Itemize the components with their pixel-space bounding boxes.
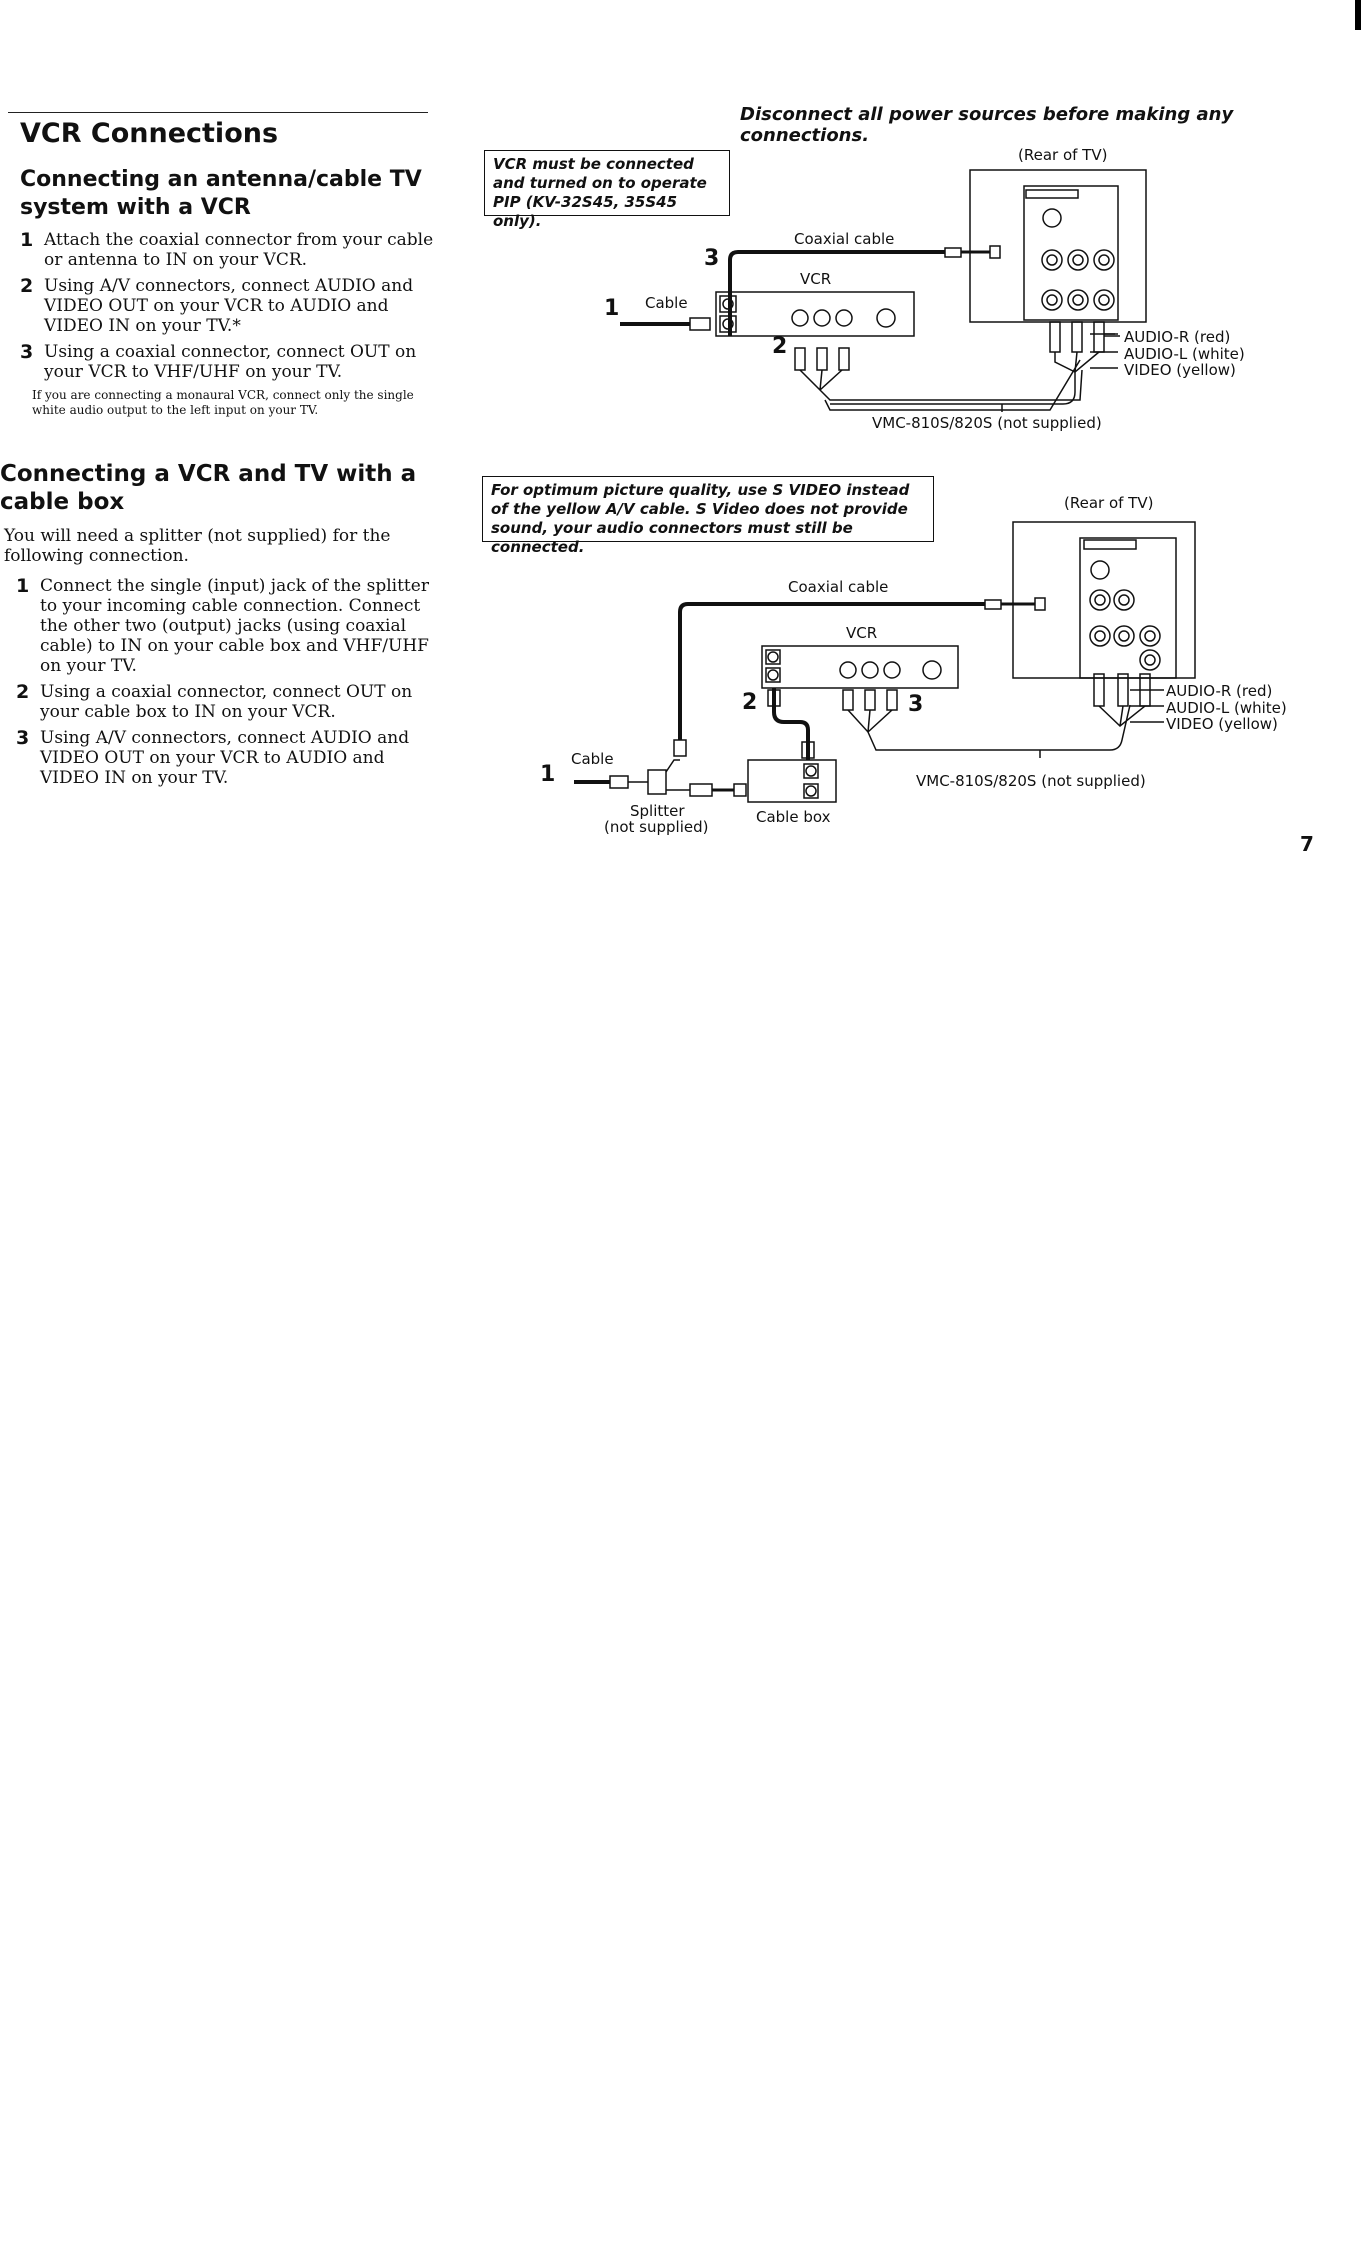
monaural-note: If you are connecting a monaural VCR, connect only the single white audio output to the left input on your TV. bbox=[32, 388, 414, 417]
rear-of-tv-label: (Rear of TV) bbox=[1064, 494, 1154, 512]
step-number: 3 bbox=[704, 246, 720, 271]
cablebox-step: 3 Using A/V connectors, connect AUDIO and VIDEO OUT on your VCR to AUDIO and VIDEO IN on your TV. bbox=[16, 727, 410, 788]
cable-label: Cable bbox=[571, 750, 614, 768]
splitter-label: Splitter bbox=[630, 802, 685, 820]
step-number: 3 bbox=[908, 692, 924, 717]
cablebox-section-title: Connecting a VCR and TV with a cable box bbox=[0, 461, 417, 515]
s-video-jack bbox=[1043, 209, 1061, 227]
step-number: 2 bbox=[772, 334, 788, 359]
section-title: VCR Connections bbox=[20, 118, 279, 149]
video-label: VIDEO (yellow) bbox=[1166, 715, 1278, 733]
vcr-label: VCR bbox=[800, 270, 832, 288]
step-number: 1 bbox=[540, 762, 556, 787]
av-cable-label: VMC-810S/820S (not supplied) bbox=[916, 772, 1146, 790]
pip-callout: VCR must be connected and turned on to operate PIP (KV-32S45, 35S45 only). bbox=[484, 150, 730, 216]
page-number: 7 bbox=[1300, 832, 1314, 856]
video-label: VIDEO (yellow) bbox=[1124, 361, 1236, 379]
cablebox-intro: You will need a splitter (not supplied) for the following connection. bbox=[4, 526, 391, 566]
coaxial-cable-label: Coaxial cable bbox=[788, 578, 889, 596]
cable-box-label: Cable box bbox=[756, 808, 831, 826]
splitter-device bbox=[648, 770, 666, 794]
cablebox-step: 1 Connect the single (input) jack of the splitter to your incoming cable connection. Connect the other two (output) jacks (using coaxial cable) to IN on your cable box and VHF/UHF on your TV. bbox=[16, 575, 429, 676]
step-number: 1 bbox=[604, 296, 620, 321]
tv-rear-panel-2 bbox=[1013, 522, 1195, 678]
antenna-step: 2 Using A/V connectors, connect AUDIO and VIDEO OUT on your VCR to AUDIO and VIDEO IN on your TV.* bbox=[20, 275, 414, 336]
audio-r-label: AUDIO-R (red) bbox=[1166, 682, 1273, 700]
s-video-callout: For optimum picture quality, use S VIDEO instead of the yellow A/V cable. S Video does not provide sound, your audio connectors must still be connected. bbox=[482, 476, 934, 542]
audio-r-label: AUDIO-R (red) bbox=[1124, 328, 1231, 346]
vcr-label: VCR bbox=[846, 624, 878, 642]
coaxial-cable-label: Coaxial cable bbox=[794, 230, 895, 248]
vcr-back-2 bbox=[762, 646, 958, 688]
power-warning: Disconnect all power sources before making any connections. bbox=[740, 104, 1234, 146]
audio-l-label: AUDIO-L (white) bbox=[1124, 345, 1245, 363]
antenna-section-title: Connecting an antenna/cable TV system with a VCR bbox=[20, 167, 422, 220]
antenna-step: 1 Attach the coaxial connector from your cable or antenna to IN on your VCR. bbox=[20, 229, 434, 270]
cablebox-step: 2 Using a coaxial connector, connect OUT on your cable box to IN on your VCR. bbox=[16, 681, 413, 722]
step-number: 2 bbox=[742, 690, 758, 715]
cable-box-device bbox=[748, 760, 836, 802]
audio-l-label: AUDIO-L (white) bbox=[1166, 699, 1287, 717]
cable-label: Cable bbox=[645, 294, 688, 312]
av-cable-label: VMC-810S/820S (not supplied) bbox=[872, 414, 1102, 432]
splitter-note: (not supplied) bbox=[604, 818, 709, 836]
antenna-step: 3 Using a coaxial connector, connect OUT on your VCR to VHF/UHF on your TV. bbox=[20, 341, 417, 382]
rear-of-tv-label: (Rear of TV) bbox=[1018, 146, 1108, 164]
